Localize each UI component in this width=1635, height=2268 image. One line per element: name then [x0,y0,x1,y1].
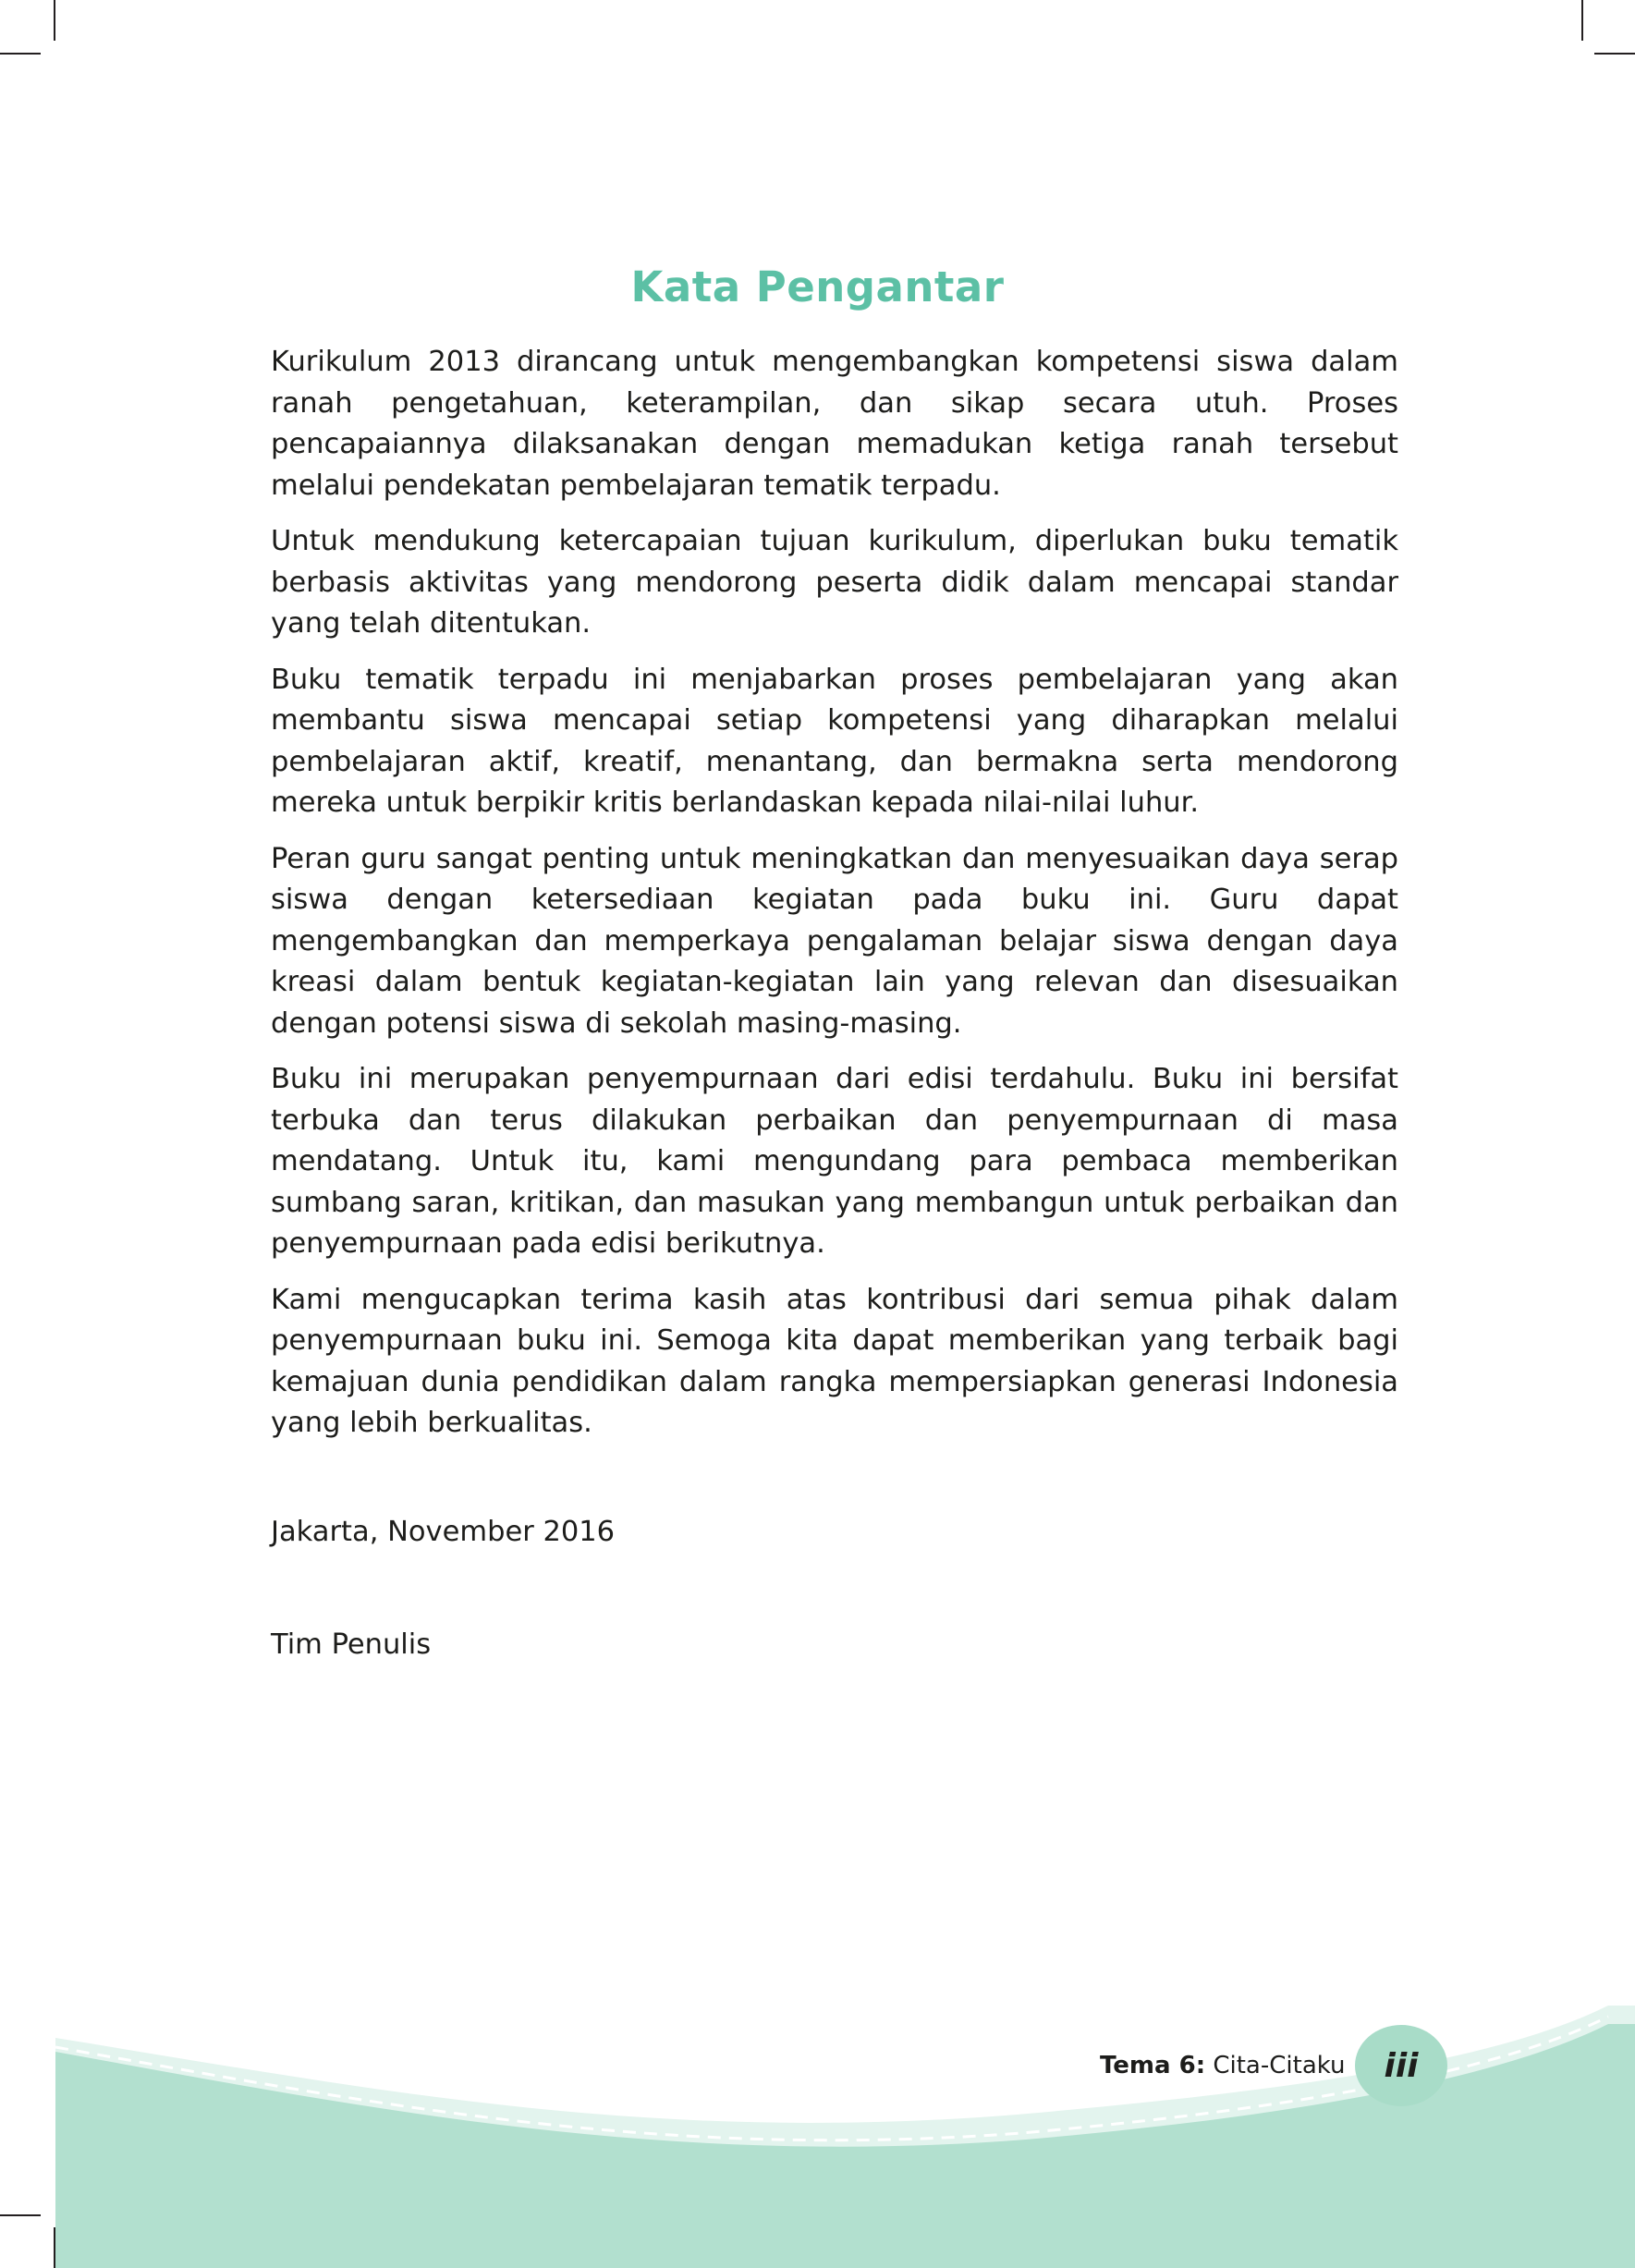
theme-name: Cita-Citaku [1213,2052,1346,2079]
paragraph: Peran guru sangat penting untuk meningkatkan dan menyesuaikan daya serap siswa dengan ketersediaan kegiatan pada buku ini. Guru dapat mengembangkan dan memperkaya pengalaman belajar siswa dengan daya kreasi dalam bentuk kegiatan-kegiatan lain yang relevan dan disesuaikan dengan potensi siswa di sekolah masing-masing. [271,842,1398,1040]
page-number: iii [1384,2046,1419,2085]
crop-mark-top-right-horizontal [1594,53,1635,55]
paragraph: Untuk mendukung ketercapaian tujuan kurikulum, diperlukan buku tematik berbasis aktivitas yang mendorong peserta didik dalam mencapai standar yang telah ditentukan. [271,525,1398,640]
foreword-body [271,342,1398,1459]
paragraph: Kami mengucapkan terima kasih atas kontribusi dari semua pihak dalam penyempurnaan buku ini. Semoga kita dapat memberikan yang terbaik bagi kemajuan dunia pendidikan dalam rangka mempersiapkan generasi Indonesia yang lebih berkualitas. [271,1283,1398,1439]
paragraph: Buku ini merupakan penyempurnaan dari edisi terdahulu. Buku ini bersifat terbuka dan terus dilakukan perbaikan dan penyempurnaan di masa mendatang. Untuk itu, kami mengundang para pembaca memberikan sumbang saran, kritikan, dan masukan yang membangun untuk perbaikan dan penyempurnaan pada edisi berikutnya. [271,1063,1398,1260]
place-date: Jakarta, November 2016 [271,1516,616,1548]
crop-mark-top-left-vertical [54,0,55,41]
theme-label: Tema 6: [1100,2052,1206,2079]
running-footer [1100,2050,1346,2081]
paragraph: Buku tematik terpadu ini menjabarkan proses pembelajaran yang akan membantu siswa mencapai setiap kompetensi yang diharapkan melalui pembelajaran aktif, kreatif, menantang, dan bermakna serta mendorong mereka untuk berpikir kritis berlandaskan kepada nilai-nilai luhur. [271,663,1398,819]
page-number-badge [1355,2025,1447,2106]
crop-mark-top-left-horizontal [0,53,41,55]
paragraph: Kurikulum 2013 dirancang untuk mengembangkan kompetensi siswa dalam ranah pengetahuan, keterampilan, dan sikap secara utuh. Proses pencapaiannya dilaksanakan dengan memadukan ketiga ranah tersebut melalui pendekatan pembelajaran tematik terpadu. [271,346,1398,502]
crop-mark-top-right-vertical [1581,0,1583,41]
signature: Tim Penulis [271,1628,432,1661]
page-title: Kata Pengantar [630,262,1005,312]
